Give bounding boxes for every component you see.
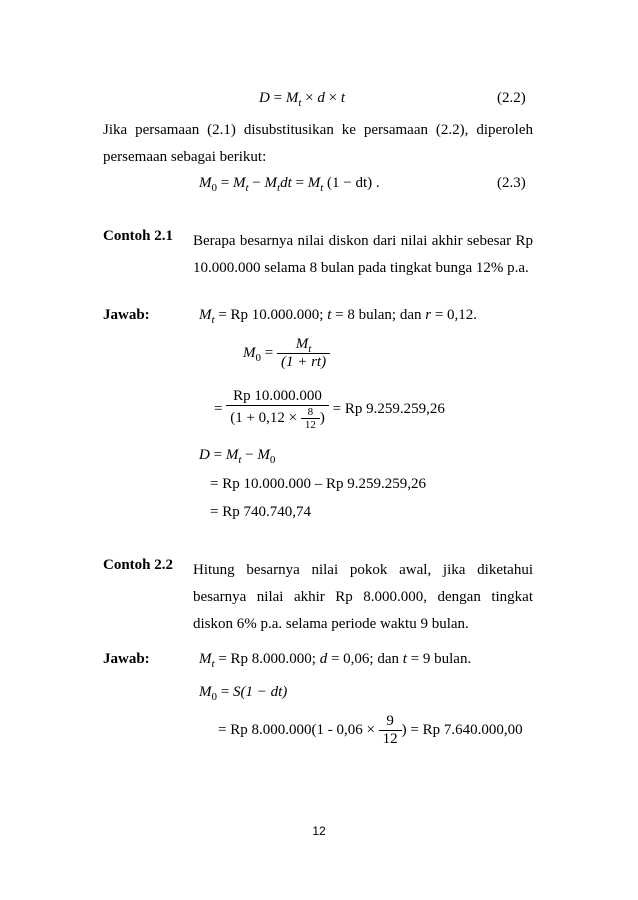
discount-difference: = Rp 10.000.000 – Rp 9.259.259,26 bbox=[210, 476, 426, 492]
equation-2-3: $M_0 = M_t - M_tdt = M_t$ (1 − dt) . bbox=[199, 175, 380, 194]
equation-number-2-3: (2.3) bbox=[497, 175, 526, 191]
example-label-2-2: Contoh 2.2 bbox=[103, 557, 174, 573]
given-values-2-1: $M_t = Rp$ 10.000.000; t = 8 bulan; dan r = 0,12. bbox=[199, 307, 478, 326]
paragraph-substitution: Jika persamaan (2.1) disubstitusikan ke persamaan (2.2), diperoleh persemaan sebagai berikut: bbox=[103, 122, 533, 165]
formula-m0-fraction: $M_0$ = $\frac{M_t}{(1 + rt)}$ bbox=[243, 336, 330, 371]
answer-label-2-1: Jawab: bbox=[103, 307, 150, 323]
equation-number-2-2: (2.2) bbox=[497, 90, 526, 106]
answer-label-2-2: Jawab: bbox=[103, 651, 150, 667]
given-values-2-2: $M_t = Rp$ 8.000.000; d = 0,06; dan t = 9 bulan. bbox=[199, 651, 472, 670]
calculation-2-2: = Rp 8.000.000(1 - 0,06 × $\frac{9}{12}$ ) = Rp 7.640.000,00 bbox=[218, 713, 523, 747]
formula-m0-2-2: $M_0 = S(1 - dt)$ bbox=[199, 684, 288, 703]
example-text-2-1: Berapa besarnya nilai diskon dari nilai akhir sebesar Rp 10.000.000 selama 8 bulan pada tingkat bunga 12% p.a. bbox=[193, 233, 533, 276]
formula-discount: $D = M_t - M_0$ bbox=[199, 447, 276, 466]
discount-result: = Rp 740.740,74 bbox=[210, 504, 311, 520]
page-number: 12 bbox=[312, 824, 326, 838]
equation-2-2: $D = M_t \times d \times t$ bbox=[259, 90, 345, 109]
calculation-2-1: = Rp 10.000.000 (1 + 0,12 × $\frac{8}{12}$ ) = Rp 9.259.259,26 bbox=[214, 388, 445, 431]
example-text-2-2: Hitung besarnya nilai pokok awal, jika diketahui besarnya nilai akhir Rp 8.000.000, dengan tingkat diskon 6% p.a. selama periode waktu 9 bulan. bbox=[193, 562, 533, 632]
example-label-2-1: Contoh 2.1 bbox=[103, 228, 174, 244]
